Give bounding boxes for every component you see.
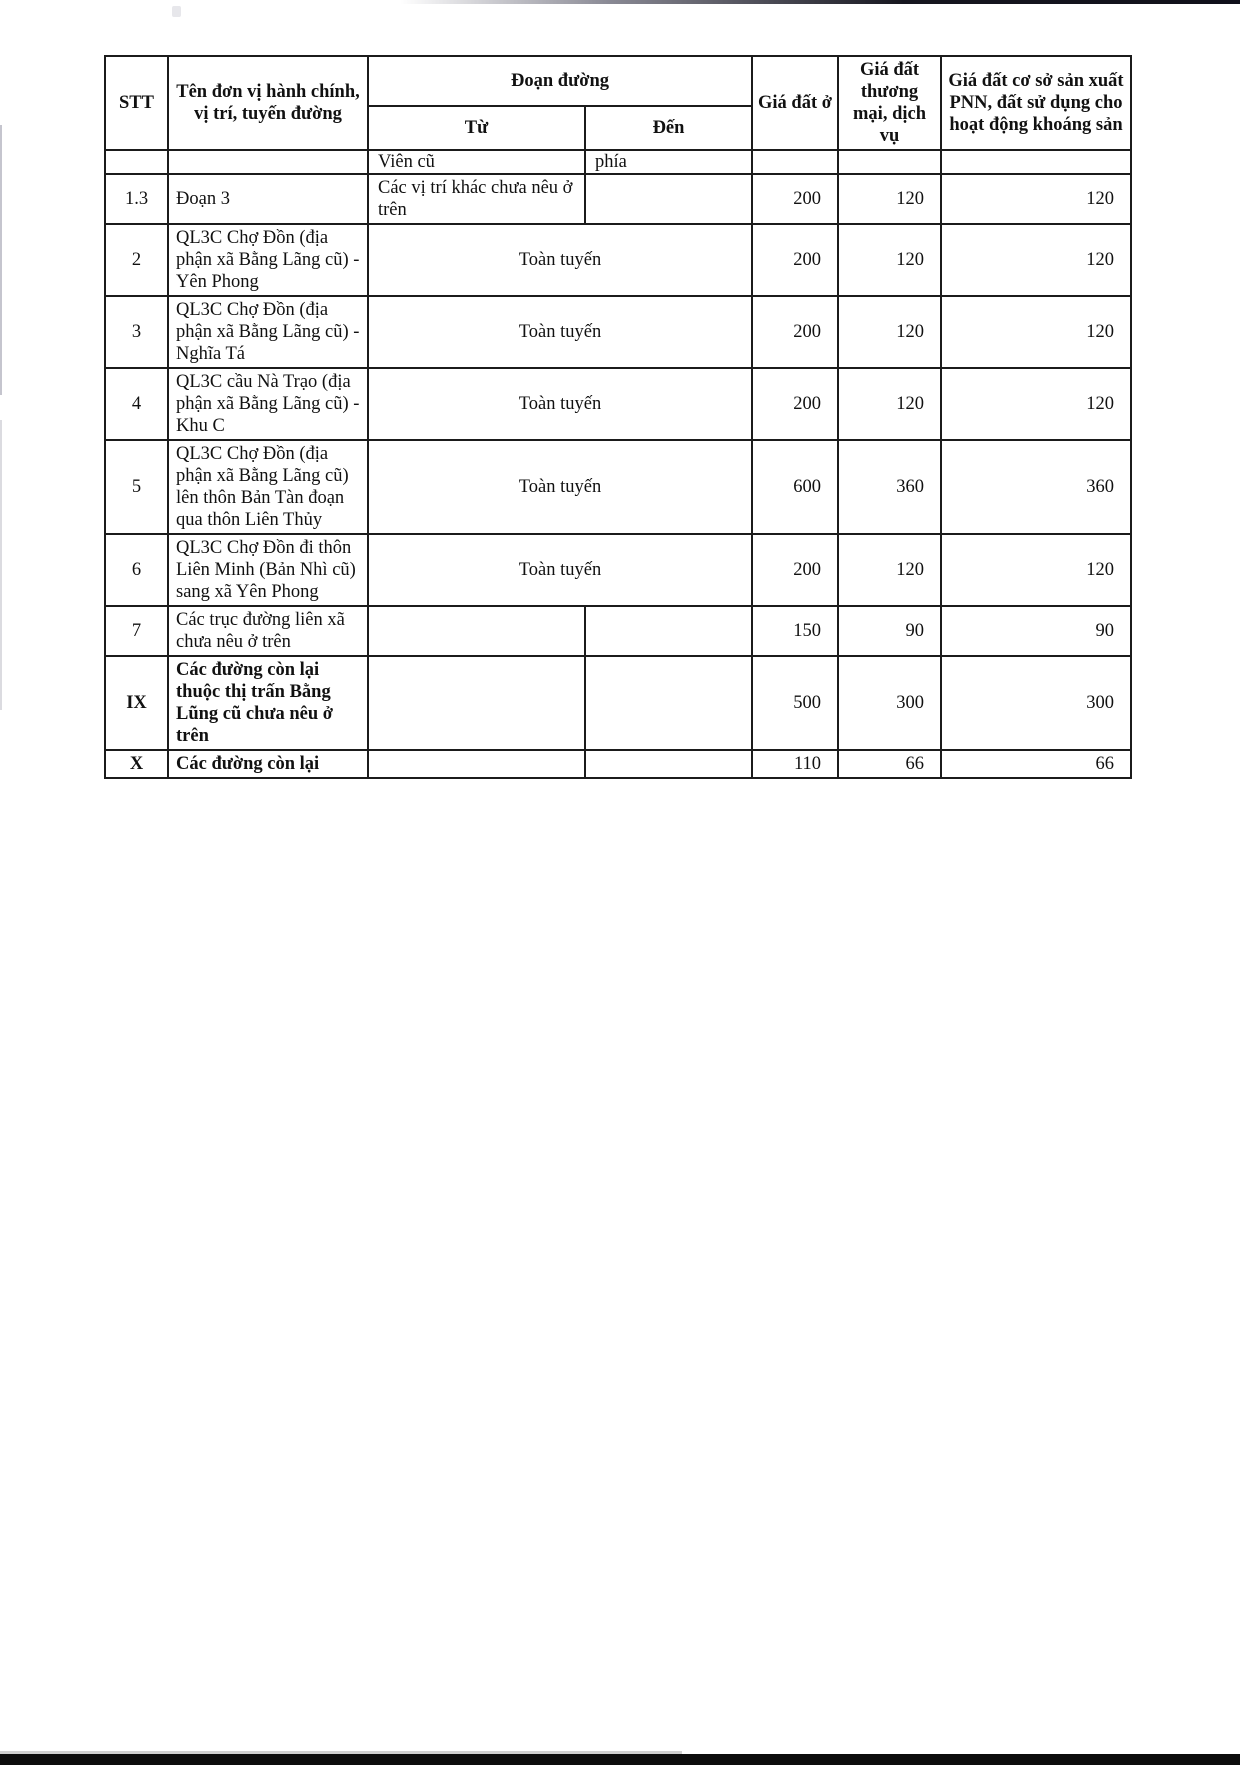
cell-5-stt: 5 [105,440,168,534]
table-body [105,150,1131,778]
table-row-4 [105,368,1131,440]
cell-6-stt: 6 [105,534,168,606]
cell-6-com: 120 [838,534,941,606]
cell-6-name: QL3C Chợ Đồn đi thôn Liên Minh (Bản Nhì cũ) sang xã Yên Phong [168,534,368,606]
header-to: Đến [585,106,752,150]
cell-X-to [585,750,752,778]
cell-1.3-to [585,174,752,224]
cell-7-to [585,606,752,656]
cell-2-name: QL3C Chợ Đồn (địa phận xã Bằng Lãng cũ) - Yên Phong [168,224,368,296]
header-production-price: Giá đất cơ sở sản xuất PNN, đất sử dụng cho hoạt động khoáng sản [941,56,1131,150]
cell-6-res: 200 [752,534,838,606]
cell-2-res: 200 [752,224,838,296]
scan-artifact-left-edge [0,125,2,395]
cell-IX-res: 500 [752,656,838,750]
cell-carryover-from: Viên cũ [368,150,585,174]
cell-X-com: 66 [838,750,941,778]
cell-1.3-prod: 120 [941,174,1131,224]
cell-5-res: 600 [752,440,838,534]
cell-IX-stt: IX [105,656,168,750]
cell-3-com: 120 [838,296,941,368]
cell-7-name: Các trục đường liên xã chưa nêu ở trên [168,606,368,656]
cell-IX-prod: 300 [941,656,1131,750]
cell-5-route: Toàn tuyến [368,440,752,534]
table-row-1.3 [105,174,1131,224]
cell-IX-name: Các đường còn lại thuộc thị trấn Bằng Lũng cũ chưa nêu ở trên [168,656,368,750]
cell-carryover-to: phía [585,150,752,174]
cell-3-prod: 120 [941,296,1131,368]
cell-X-prod: 66 [941,750,1131,778]
cell-3-name: QL3C Chợ Đồn (địa phận xã Bằng Lãng cũ) - Nghĩa Tá [168,296,368,368]
cell-4-route: Toàn tuyến [368,368,752,440]
cell-X-from [368,750,585,778]
cell-6-route: Toàn tuyến [368,534,752,606]
cell-1.3-name: Đoạn 3 [168,174,368,224]
cell-5-prod: 360 [941,440,1131,534]
cell-7-stt: 7 [105,606,168,656]
cell-carryover-res [752,150,838,174]
table-header [105,56,1131,150]
cell-7-res: 150 [752,606,838,656]
cell-7-com: 90 [838,606,941,656]
cell-carryover-prod [941,150,1131,174]
cell-4-com: 120 [838,368,941,440]
cell-carryover-com [838,150,941,174]
scan-artifact-top-line [400,0,1240,4]
cell-1.3-res: 200 [752,174,838,224]
cell-5-com: 360 [838,440,941,534]
land-price-table [104,55,1132,779]
cell-6-prod: 120 [941,534,1131,606]
table-row-IX [105,656,1131,750]
table-row-6 [105,534,1131,606]
cell-4-name: QL3C cầu Nà Trạo (địa phận xã Bằng Lãng cũ) - Khu C [168,368,368,440]
cell-4-res: 200 [752,368,838,440]
scan-artifact-left-edge [0,420,2,710]
cell-4-prod: 120 [941,368,1131,440]
cell-carryover-name [168,150,368,174]
table-row-7 [105,606,1131,656]
table-row-5 [105,440,1131,534]
table-row-carryover [105,150,1131,174]
cell-1.3-com: 120 [838,174,941,224]
cell-7-from [368,606,585,656]
cell-IX-from [368,656,585,750]
cell-2-route: Toàn tuyến [368,224,752,296]
cell-X-stt: X [105,750,168,778]
cell-carryover-stt [105,150,168,174]
cell-X-res: 110 [752,750,838,778]
cell-1.3-stt: 1.3 [105,174,168,224]
table-row-2 [105,224,1131,296]
cell-2-prod: 120 [941,224,1131,296]
cell-2-stt: 2 [105,224,168,296]
cell-X-name: Các đường còn lại [168,750,368,778]
cell-3-stt: 3 [105,296,168,368]
header-stt: STT [105,56,168,150]
table-row-X [105,750,1131,778]
header-admin-unit: Tên đơn vị hành chính, vị trí, tuyến đường [168,56,368,150]
header-road-section: Đoạn đường [368,56,752,106]
header-commercial-price: Giá đất thương mại, dịch vụ [838,56,941,150]
header-from: Từ [368,106,585,150]
cell-4-stt: 4 [105,368,168,440]
cell-3-res: 200 [752,296,838,368]
cell-3-route: Toàn tuyến [368,296,752,368]
cell-IX-com: 300 [838,656,941,750]
table-row-3 [105,296,1131,368]
scan-artifact-smudge [172,6,181,17]
cell-7-prod: 90 [941,606,1131,656]
scan-artifact-bottom-band [0,1754,1240,1765]
header-residential-price: Giá đất ở [752,56,838,150]
cell-IX-to [585,656,752,750]
cell-5-name: QL3C Chợ Đồn (địa phận xã Bằng Lãng cũ) lên thôn Bản Tàn đoạn qua thôn Liên Thủy [168,440,368,534]
cell-2-com: 120 [838,224,941,296]
cell-1.3-from: Các vị trí khác chưa nêu ở trên [368,174,585,224]
